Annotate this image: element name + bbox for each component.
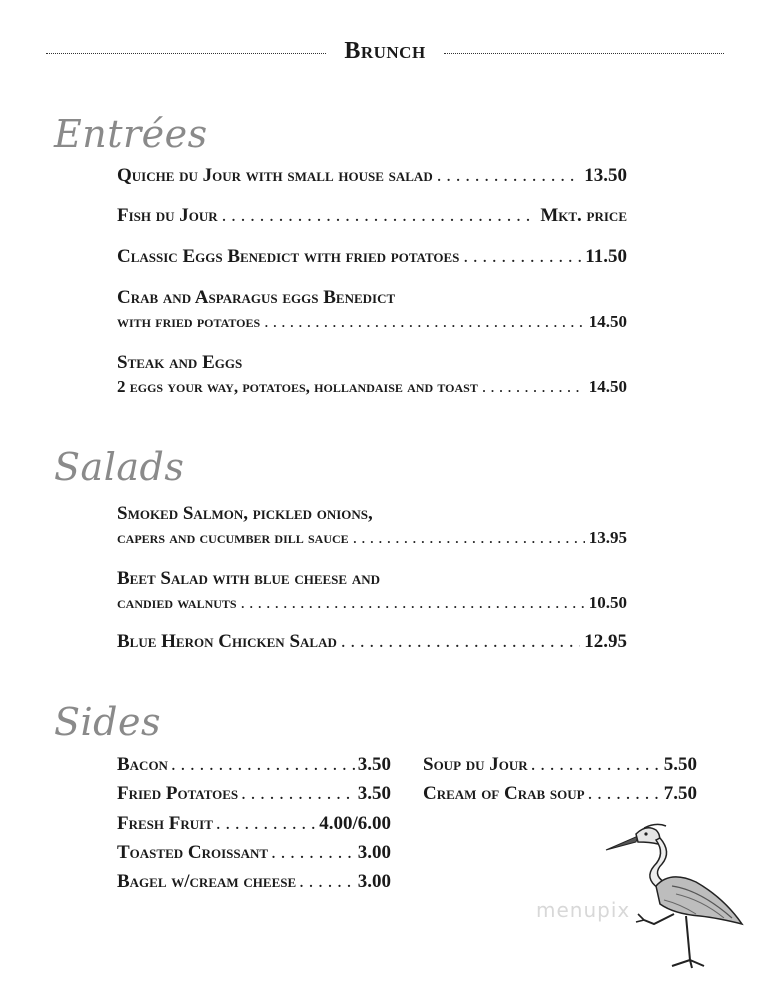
side-item	[423, 753, 697, 777]
item-detail: candied walnuts	[117, 593, 237, 612]
item-price: 11.50	[585, 246, 627, 267]
item-name: Blue Heron Chicken Salad	[117, 631, 337, 652]
dot-leader	[216, 812, 316, 836]
item-price: 13.95	[588, 528, 627, 547]
item-name: Fried Potatoes	[117, 783, 239, 804]
item-name: Steak and Eggs	[117, 352, 243, 373]
item-price: 4.00/6.00	[319, 813, 391, 834]
section-title-salads: Salads	[54, 445, 185, 489]
dot-leader	[271, 841, 355, 865]
item-price: 5.50	[663, 754, 697, 775]
item-price: 3.00	[357, 871, 391, 892]
dot-leader	[241, 591, 585, 615]
dot-leader	[588, 782, 661, 806]
item-price: 12.95	[584, 631, 627, 652]
section-title-entrees: Entrées	[54, 112, 208, 156]
side-item	[117, 841, 391, 865]
dot-leader	[353, 526, 585, 550]
item-price: 3.00	[357, 842, 391, 863]
watermark-text: menupix	[536, 898, 631, 922]
item-price: Mkt. price	[540, 205, 627, 226]
item-name: Smoked Salmon, pickled onions,	[117, 503, 373, 524]
menu-title: Brunch	[344, 38, 426, 64]
item-name: Bacon	[117, 754, 168, 775]
item-detail: capers and cucumber dill sauce	[117, 528, 349, 547]
menu-item	[117, 164, 627, 188]
item-price: 14.50	[588, 312, 627, 331]
menu-item	[117, 351, 627, 399]
side-item	[117, 782, 391, 806]
dot-leader	[222, 204, 537, 228]
item-name: Fresh Fruit	[117, 813, 213, 834]
side-item	[117, 753, 391, 777]
item-name: Cream of Crab soup	[423, 783, 585, 804]
item-name: Fish du Jour	[117, 205, 218, 226]
dot-leader	[299, 870, 355, 894]
item-name: Soup du Jour	[423, 754, 528, 775]
item-name: Toasted Croissant	[117, 842, 269, 863]
side-item	[423, 782, 697, 806]
menu-item	[117, 286, 627, 334]
menu-item	[117, 245, 627, 269]
menu-item	[117, 204, 627, 228]
dot-leader	[264, 310, 585, 334]
header-rule-right	[444, 53, 724, 54]
dot-leader	[482, 375, 585, 399]
heron-icon	[600, 820, 750, 972]
dot-leader	[463, 245, 581, 269]
item-name: Crab and Asparagus eggs Benedict	[117, 287, 396, 308]
dot-leader	[437, 164, 581, 188]
item-price: 3.50	[357, 754, 391, 775]
item-detail: with fried potatoes	[117, 312, 261, 331]
dot-leader	[171, 753, 355, 777]
dot-leader	[241, 782, 355, 806]
menu-header	[46, 38, 724, 68]
menu-item	[117, 630, 627, 654]
item-name: Beet Salad with blue cheese and	[117, 568, 380, 589]
item-price: 7.50	[663, 783, 697, 804]
side-item	[117, 812, 391, 836]
side-item	[117, 870, 391, 894]
item-name: Classic Eggs Benedict with fried potatoes	[117, 246, 460, 267]
item-price: 3.50	[357, 783, 391, 804]
item-price: 14.50	[588, 377, 627, 396]
dot-leader	[341, 630, 580, 654]
item-name: Quiche du Jour with small house salad	[117, 165, 433, 186]
item-detail: 2 eggs your way, potatoes, hollandaise and toast	[117, 377, 478, 396]
menu-item	[117, 567, 627, 615]
dot-leader	[531, 753, 661, 777]
menu-item	[117, 502, 627, 550]
item-price: 10.50	[588, 593, 627, 612]
item-name: Bagel w/cream cheese	[117, 871, 297, 892]
section-title-sides: Sides	[54, 700, 161, 744]
item-price: 13.50	[584, 165, 627, 186]
